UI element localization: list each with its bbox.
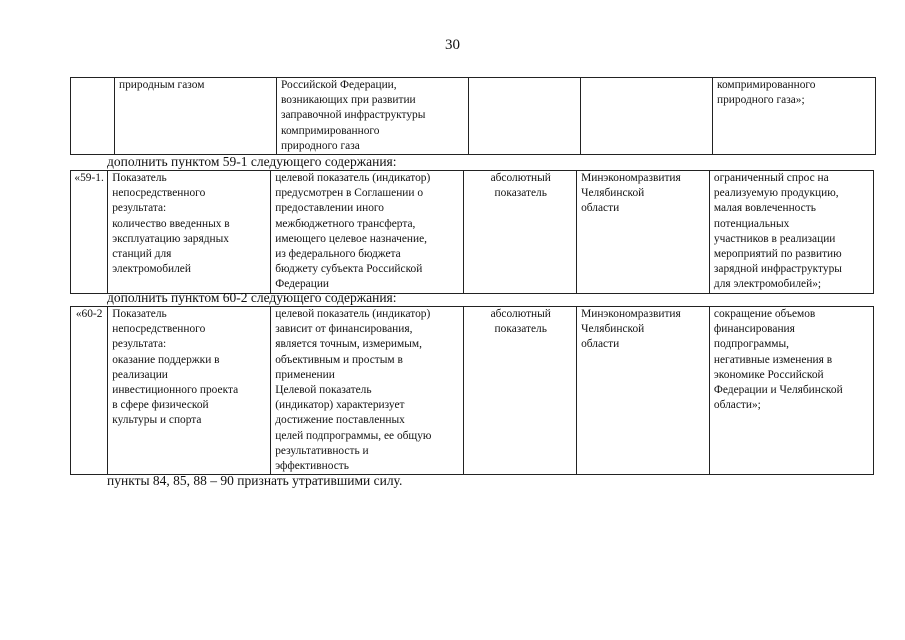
table-row [71, 307, 874, 475]
cell-unit [464, 307, 577, 475]
cell-line: абсолютный [490, 308, 551, 320]
cell-indicator [115, 78, 277, 155]
cell-indicator [108, 307, 271, 475]
cell-line: оказание поддержки в [112, 353, 220, 366]
cell-line: сокращение объемов [713, 308, 816, 320]
cell-line: компримированного [717, 79, 816, 91]
cell-line: природным газом [119, 79, 205, 91]
cell-line: Показатель [112, 308, 167, 320]
cell-line: компримированного [281, 124, 380, 137]
cell-line: является точным, измеримым, [275, 338, 422, 351]
cell-line: эксплуатацию зарядных [112, 232, 229, 245]
cell-number [71, 78, 115, 155]
cell-line: мероприятий по развитию [713, 248, 842, 261]
cell-line: подпрограммы, [713, 338, 789, 351]
cell-line: потенциальных [713, 217, 790, 230]
cell-line-text: Российской Федерации, [281, 79, 397, 91]
cell-line: непосредственного [112, 187, 206, 200]
cell-line: результата: [112, 338, 167, 351]
instruction-repeal: пункты 84, 85, 88 – 90 признать утратившими силу. [107, 473, 403, 488]
cell-line: Показатель [112, 172, 167, 184]
cell-line: целей подпрограммы, ее общую [275, 429, 432, 442]
cell-line: имеющего целевое назначение, [275, 232, 428, 245]
cell-line: экономике Российской [713, 368, 824, 381]
table-item-59-1 [70, 170, 874, 294]
cell-number: «60-2 [71, 307, 108, 475]
cell-line: Минэкономразвития [581, 172, 681, 184]
table-continuation [70, 77, 876, 155]
cell-line: реализации [112, 368, 168, 381]
cell-risks [713, 78, 876, 155]
cell-line: Челябинской [581, 187, 645, 200]
cell-line: электромобилей [112, 263, 191, 276]
cell-line: природного газа [281, 139, 360, 152]
cell-line: целевой показатель (индикатор) [275, 172, 431, 184]
cell-line: области [581, 202, 620, 215]
cell-line: межбюджетного трансферта, [275, 217, 416, 230]
cell-line: для электромобилей»; [713, 278, 822, 291]
cell-description [271, 171, 464, 294]
cell-line: из федерального бюджета [275, 248, 401, 261]
cell-line: Челябинской [581, 323, 645, 336]
cell-line: Федерации и Челябинской [713, 384, 843, 397]
cell-line: Федерации [275, 278, 330, 291]
cell-line: результативность и [275, 444, 369, 457]
cell-line: реализуемую продукцию, [713, 187, 839, 200]
cell-line: показатель [494, 187, 547, 200]
cell-line: зависит от финансирования, [275, 323, 413, 336]
cell-line: достижение поставленных [275, 414, 405, 427]
cell-line: финансирования [713, 323, 795, 336]
cell-responsible [577, 307, 710, 475]
table-row [71, 171, 874, 294]
cell-line: малая вовлеченность [713, 202, 816, 215]
cell-number: «59-1. [71, 171, 108, 294]
cell-line: природного газа»; [717, 94, 805, 107]
cell-unit [464, 171, 577, 294]
cell-line: заправочной инфраструктуры [281, 109, 426, 122]
cell-line: целевой показатель (индикатор) [275, 308, 431, 320]
cell-line [281, 78, 465, 93]
table-row [71, 78, 876, 155]
cell-description [277, 78, 469, 155]
cell-line: количество введенных в [112, 217, 230, 230]
cell-risks [709, 307, 873, 475]
cell-line: негативные изменения в [713, 353, 833, 366]
cell-responsible [577, 171, 710, 294]
cell-line: Минэкономразвития [581, 308, 681, 320]
instruction-59-1: дополнить пунктом 59-1 следующего содержания: [107, 154, 397, 169]
cell-line: инвестиционного проекта [112, 384, 239, 397]
cell-line: культуры и спорта [112, 414, 202, 427]
cell-line: предусмотрен в Соглашении о [275, 187, 424, 200]
cell-unit [469, 78, 581, 155]
instruction-60-2: дополнить пунктом 60-2 следующего содержания: [107, 290, 397, 305]
cell-line: возникающих при развитии [281, 94, 416, 107]
cell-line: зарядной инфраструктуры [713, 263, 842, 276]
cell-line: области [581, 338, 620, 351]
cell-line: в сфере физической [112, 399, 209, 412]
cell-line: предоставлении иного [275, 202, 384, 215]
cell-line: эффективность [275, 460, 349, 473]
cell-line: результата: [112, 202, 167, 215]
cell-line: бюджету субъекта Российской [275, 263, 423, 276]
cell-line: (индикатор) характеризует [275, 399, 405, 412]
cell-line: Целевой показатель [275, 384, 372, 397]
page-number: 30 [445, 37, 460, 53]
cell-line: применении [275, 368, 335, 381]
cell-description [271, 307, 464, 475]
cell-line: абсолютный [490, 172, 551, 184]
cell-line: объективным и простым в [275, 353, 403, 366]
cell-line: показатель [494, 323, 547, 336]
cell-line: станций для [112, 248, 172, 261]
cell-responsible [581, 78, 713, 155]
cell-line: ограниченный спрос на [713, 172, 829, 184]
cell-line: непосредственного [112, 323, 206, 336]
cell-line: области»; [713, 399, 761, 412]
cell-risks [709, 171, 873, 294]
cell-line: участников в реализации [713, 232, 836, 245]
cell-indicator [108, 171, 271, 294]
table-item-60-2 [70, 306, 874, 475]
